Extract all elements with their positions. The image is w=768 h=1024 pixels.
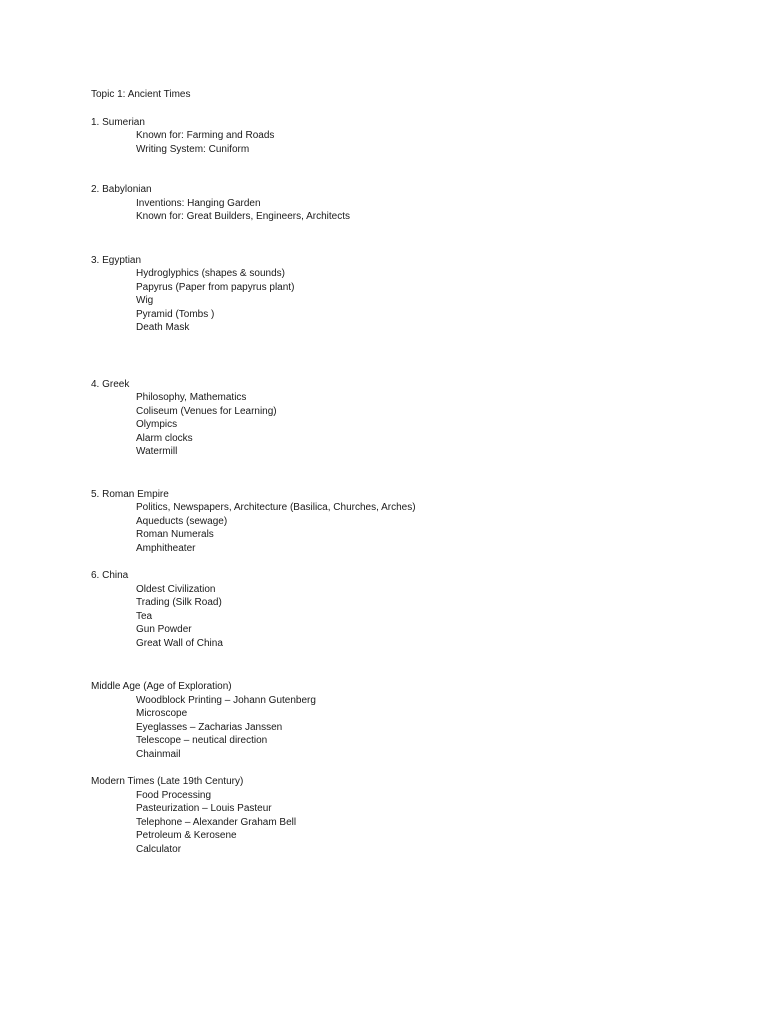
section-item: Roman Numerals xyxy=(136,529,214,540)
section-item: Alarm clocks xyxy=(136,432,193,444)
section xyxy=(91,378,731,459)
document-body xyxy=(91,88,731,856)
section-item: Wig xyxy=(136,295,154,306)
section-item: Amphitheater xyxy=(136,542,196,554)
section-item: Watermill xyxy=(136,446,178,457)
section-item: Oldest Civilization xyxy=(136,583,216,595)
section-item: Tea xyxy=(136,610,153,622)
section-item: Writing System: Cuniform xyxy=(136,143,250,155)
section xyxy=(91,183,731,224)
section-item: Known for: Great Builders, Engineers, Architects xyxy=(136,211,350,222)
section-item: Microscope xyxy=(136,708,188,719)
section-item: Telephone – Alexander Graham Bell xyxy=(136,816,297,828)
section-heading: Middle Age (Age of Exploration) xyxy=(91,681,232,692)
section xyxy=(91,569,731,650)
section xyxy=(91,680,731,761)
section-item: Politics, Newspapers, Architecture (Basilica, Churches, Arches) xyxy=(136,502,416,513)
section-item: Pasteurization – Louis Pasteur xyxy=(136,803,272,814)
document-title: Topic 1: Ancient Times xyxy=(91,89,191,100)
section-item: Petroleum & Kerosene xyxy=(136,830,237,841)
section-item: Hydroglyphics (shapes & sounds) xyxy=(136,268,285,279)
section xyxy=(91,254,731,335)
section-heading: 3. Egyptian xyxy=(91,254,142,266)
section-item: Coliseum (Venues for Learning) xyxy=(136,405,277,417)
section-item: Olympics xyxy=(136,419,178,430)
section-item: Philosophy, Mathematics xyxy=(136,392,247,403)
section-item: Trading (Silk Road) xyxy=(136,597,222,608)
section-item: Chainmail xyxy=(136,748,181,760)
section xyxy=(91,488,731,556)
section-heading: 5. Roman Empire xyxy=(91,488,169,500)
section-item: Telescope – neutical direction xyxy=(136,735,268,746)
section-item: Known for: Farming and Roads xyxy=(136,130,275,141)
section-item: Aqueducts (sewage) xyxy=(136,515,228,527)
section-item: Woodblock Printing – Johann Gutenberg xyxy=(136,694,316,706)
section-item: Gun Powder xyxy=(136,624,192,635)
section xyxy=(91,116,731,157)
section-heading: 2. Babylonian xyxy=(91,184,152,195)
section-heading: 6. China xyxy=(91,570,129,581)
section-heading: 4. Greek xyxy=(91,378,130,390)
section-heading: Modern Times (Late 19th Century) xyxy=(91,776,244,787)
section-item: Death Mask xyxy=(136,322,190,333)
section-list xyxy=(91,116,731,857)
section-item: Great Wall of China xyxy=(136,637,223,649)
section-item: Pyramid (Tombs ) xyxy=(136,308,215,320)
section-item: Food Processing xyxy=(136,789,212,801)
section-item: Eyeglasses – Zacharias Janssen xyxy=(136,721,283,733)
section-heading: 1. Sumerian xyxy=(91,116,145,128)
section-item: Papyrus (Paper from papyrus plant) xyxy=(136,281,295,293)
section-item: Inventions: Hanging Garden xyxy=(136,197,261,209)
section-item: Calculator xyxy=(136,843,182,855)
section xyxy=(91,775,731,856)
